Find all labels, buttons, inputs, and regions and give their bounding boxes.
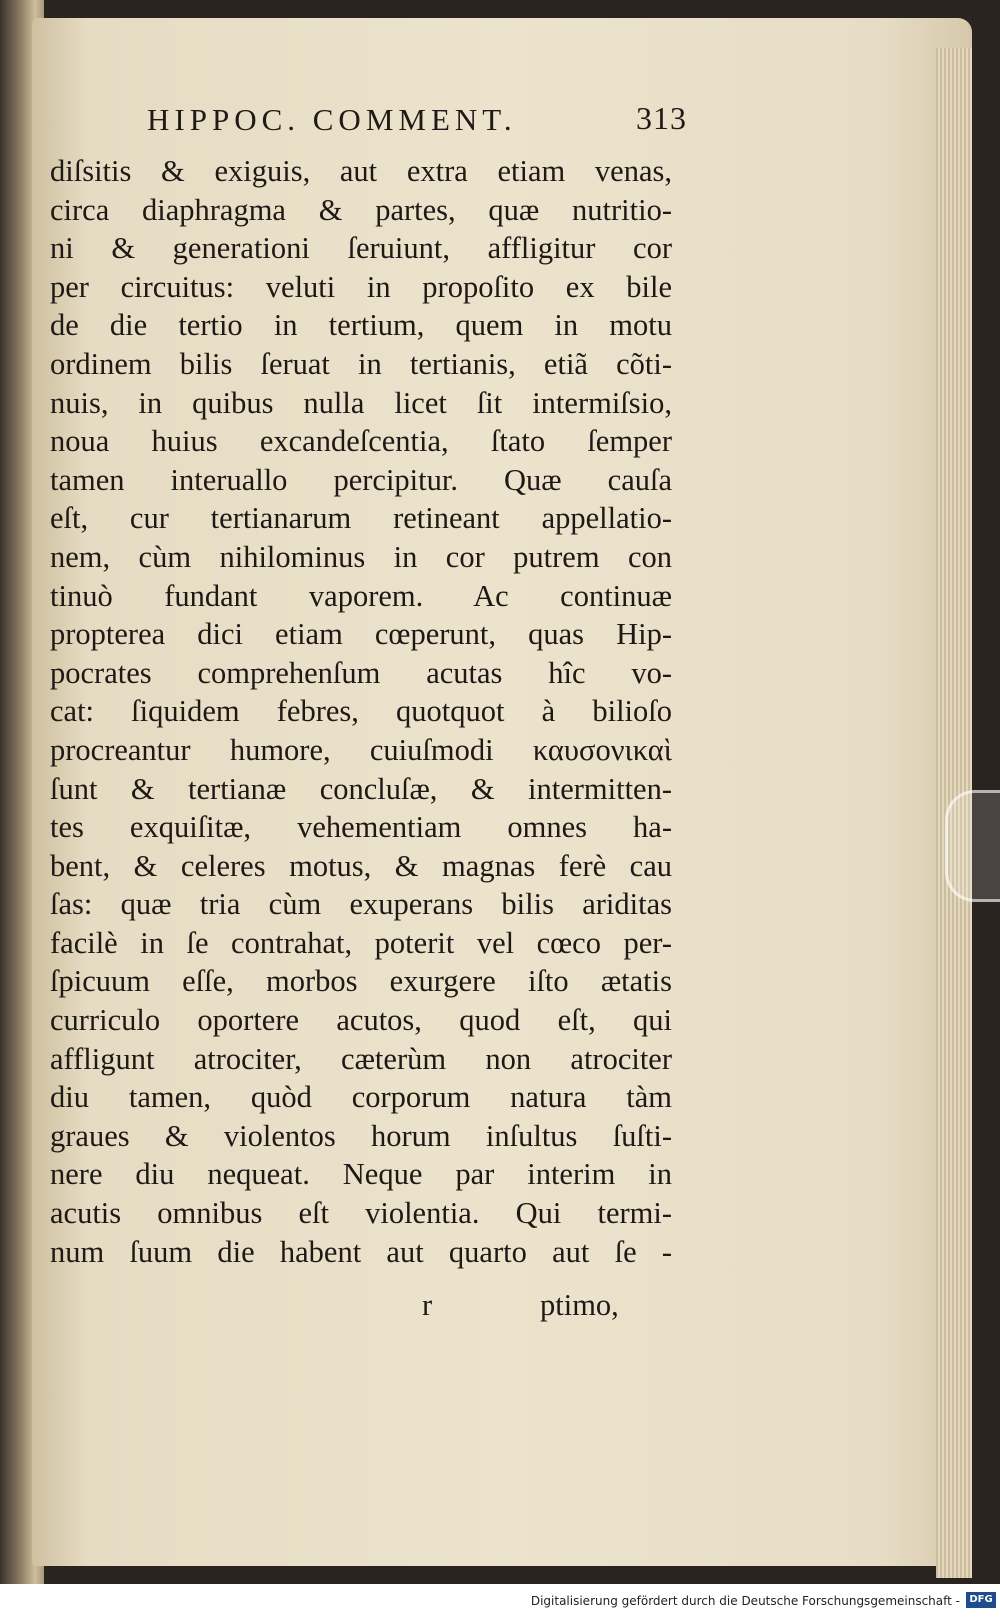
text-line: acutis omnibus eſt violentia. Qui termi- [50, 1196, 672, 1231]
text-line: tamen interuallo percipitur. Quæ cauſa [50, 462, 672, 497]
text-line: curriculo oportere acutos, quod eſt, qui [50, 1003, 672, 1038]
text-line: bent, & celeres motus, & magnas ferè cau [50, 848, 672, 883]
footer-credit: Digitalisierung gefördert durch die Deutsche Forschungsgemeinschaft - [530, 1594, 960, 1608]
text-line: propterea dici etiam cœperunt, quas Hip- [50, 617, 672, 652]
text-line: tinuò fundant vaporem. Ac continuæ [50, 578, 672, 613]
text-line: diu tamen, quòd corporum natura tàm [50, 1080, 672, 1115]
text-line: de die tertio in tertium, quem in motu [50, 308, 672, 343]
running-title: HIPPOC. COMMENT. [147, 102, 517, 137]
text-line: ordinem bilis ſeruat in tertianis, etiã cõti- [50, 346, 672, 381]
text-line: noua huius excandeſcentia, ſtato ſemper [50, 424, 672, 459]
footer-bar [0, 1584, 1000, 1620]
text-line: affligunt atrociter, cæterùm non atrociter [50, 1041, 672, 1076]
text-line: per circuitus: veluti in propoſito ex bile [50, 269, 672, 304]
text-line: nere diu nequeat. Neque par interim in [50, 1157, 672, 1192]
text-line: cat: ſiquidem febres, quotquot à bilioſo [50, 694, 672, 729]
text-line: ſpicuum eſſe, morbos exurgere iſto ætatis [50, 964, 672, 999]
text-line: ſas: quæ tria cùm exuperans bilis ariditas [50, 887, 672, 922]
catch-line [50, 1288, 672, 1328]
text-line: diſsitis & exiguis, aut extra etiam venas, [50, 154, 672, 188]
text-line: ni & generationi ſeruiunt, affligitur cor [50, 231, 672, 266]
text-line: nem, cùm nihilominus in cor putrem con [50, 539, 672, 574]
text-line: pocrates comprehenſum acutas hîc vo- [50, 655, 672, 690]
signature-mark: r [422, 1288, 433, 1322]
page-clip [945, 790, 1000, 902]
text-line: procreantur humore, cuiuſmodi καυσονικαὶ [50, 732, 672, 767]
text-line: tes exquiſitæ, vehementiam omnes ha- [50, 810, 672, 845]
text-line: num ſuum die habent aut quarto aut ſe - [50, 1234, 672, 1269]
text-line: circa diaphragma & partes, quæ nutritio- [50, 192, 672, 227]
text-line: eſt, cur tertianarum retineant appellatio- [50, 501, 672, 536]
text-body [50, 152, 672, 1271]
text-line: nuis, in quibus nulla licet ſit intermiſsio, [50, 385, 672, 420]
text-line: ſunt & tertianæ concluſæ, & intermitten- [50, 771, 672, 806]
dfg-logo: DFG [966, 1592, 996, 1608]
text-line: graues & violentos horum inſultus ſuſti- [50, 1118, 672, 1153]
page-number: 313 [636, 100, 687, 136]
page-header [147, 102, 687, 148]
catchword: ptimo, [540, 1288, 619, 1322]
text-line: facilè in ſe contrahat, poterit vel cœco per- [50, 925, 672, 960]
